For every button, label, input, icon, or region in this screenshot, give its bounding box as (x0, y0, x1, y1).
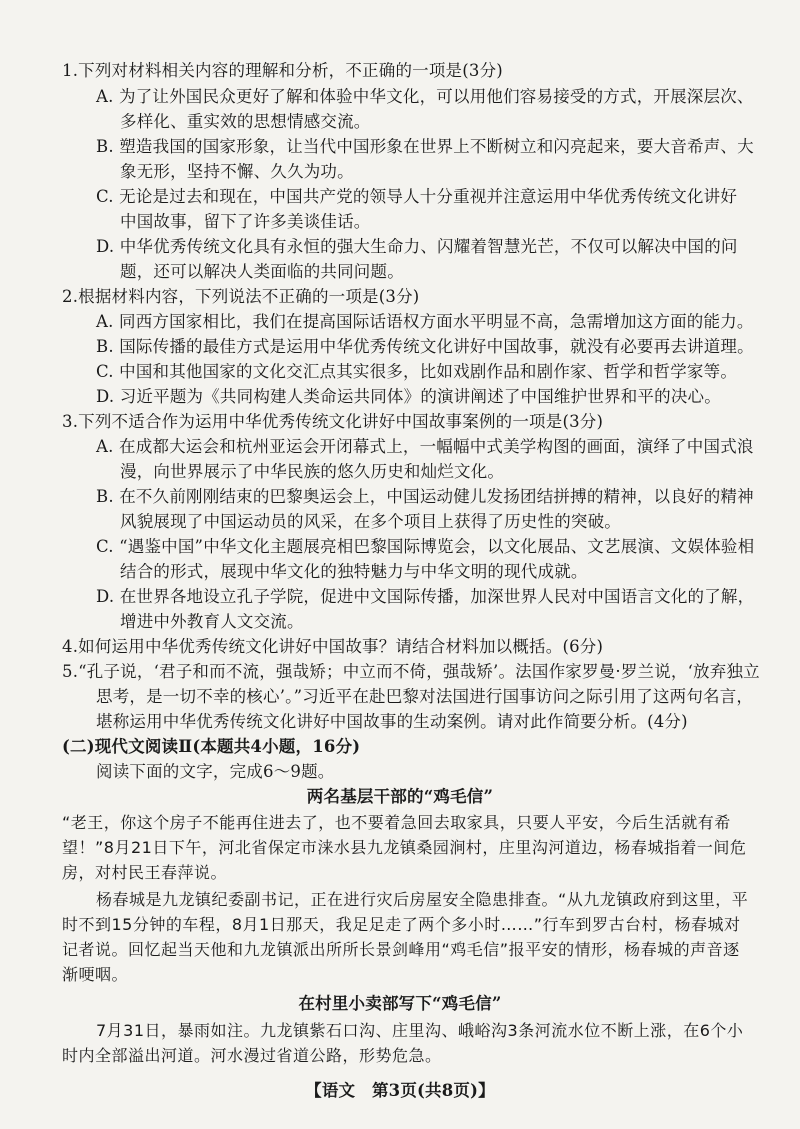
article-p2-line1: 杨春城是九龙镇纪委副书记，正在进行灾后房屋安全隐患排查。“从九龙镇政府到这里，平 (96, 890, 749, 909)
q1-option-b-line2: 象无形，坚持不懈、久久为功。 (120, 162, 354, 181)
article-title-2: 在村里小卖部写下“鸡毛信” (298, 994, 502, 1013)
article-p1-line2: 望！”8月21日下午，河北省保定市涞水县九龙镇桑园涧村，庄里沟河道边，杨春城指着一间危 (62, 838, 747, 857)
q2-option-c: C. 中国和其他国家的文化交汇点其实很多，比如戏剧作品和剧作家、哲学和哲学家等。 (96, 362, 738, 381)
section-heading: (二)现代文阅读Ⅱ(本题共4小题，16分) (62, 737, 361, 756)
q5-line3: 堪称运用中华优秀传统文化讲好中国故事的生动案例。请对此作简要分析。(4分) (96, 712, 688, 731)
q3-option-b-line1: B. 在不久前刚刚结束的巴黎奥运会上，中国运动健儿发扬团结拼搏的精神，以良好的精神 (96, 487, 754, 506)
article-p2-line2: 时不到15分钟的车程，8月1日那天，我足足走了两个多小时……”行车到罗古台村，杨春城对 (62, 915, 741, 934)
q3-option-a-line2: 漫，向世界展示了中华民族的悠久历史和灿烂文化。 (120, 462, 505, 481)
article-p1-line3: 房，对村民王春萍说。 (62, 863, 228, 882)
page-footer: 【语文 第3页(共8页)】 (305, 1081, 495, 1100)
q1-option-d-line2: 题，还可以解决人类面临的共同问题。 (120, 262, 404, 281)
article-p1-line1: “老王，你这个房子不能再住进去了，也不要着急回去取家具，只要人平安，今后生活就有希 (62, 813, 731, 832)
article-title-1: 两名基层干部的“鸡毛信” (306, 787, 494, 806)
q2-option-b: B. 国际传播的最佳方式是运用中华优秀传统文化讲好中国故事，就没有必要再去讲道理。 (96, 337, 754, 356)
q3-option-d-line1: D. 在世界各地设立孔子学院，促进中文国际传播，加深世界人民对中国语言文化的了解， (96, 587, 755, 606)
q3-stem: 3.下列不适合作为运用中华优秀传统文化讲好中国故事案例的一项是(3分) (62, 412, 604, 431)
q3-option-c-line1: C. “遇鉴中国”中华文化主题展亮相巴黎国际博览会，以文化展品、文艺展演、文娱体验相 (96, 537, 755, 556)
article-p2-line3: 记者说。回忆起当天他和九龙镇派出所所长景剑峰用“鸡毛信”报平安的情形，杨春城的声音逐 (62, 940, 740, 959)
q3-option-a-line1: A. 在成都大运会和杭州亚运会开闭幕式上，一幅幅中式美学构图的画面，演绎了中国式浪 (96, 437, 754, 456)
q1-option-a-line1: A. 为了让外国民众更好了解和体验中华文化，可以用他们容易接受的方式，开展深层次、 (96, 87, 754, 106)
q1-option-c-line1: C. 无论是过去和现在，中国共产党的领导人十分重视并注意运用中华优秀传统文化讲好 (96, 187, 738, 206)
q3-option-b-line2: 风貌展现了中国运动员的风采，在多个项目上获得了历史性的突破。 (120, 512, 621, 531)
q3-option-d-line2: 增进中外教育人文交流。 (120, 612, 304, 631)
q1-stem: 1.下列对材料相关内容的理解和分析，不正确的一项是(3分) (62, 61, 503, 80)
q2-option-a: A. 同西方国家相比，我们在提高国际话语权方面水平明显不高，急需增加这方面的能力。 (96, 312, 754, 331)
article-p3-line1: 7月31日，暴雨如注。九龙镇紫石口沟、庄里沟、峨峪沟3条河流水位不断上涨，在6个小 (96, 1021, 744, 1040)
q2-option-d: D. 习近平题为《共同构建人类命运共同体》的演讲阐述了中国维护世界和平的决心。 (96, 387, 721, 406)
q4-stem: 4.如何运用中华优秀传统文化讲好中国故事？请结合材料加以概括。(6分) (62, 637, 604, 656)
q5-line2: 思考，是一切不幸的核心’。”习近平在赴巴黎对法国进行国事访问之际引用了这两句名言， (96, 687, 754, 706)
article-p2-line4: 渐哽咽。 (62, 965, 129, 984)
section-intro: 阅读下面的文字，完成6～9题。 (96, 762, 335, 781)
q3-option-c-line2: 结合的形式，展现中华文化的独特魅力与中华文明的现代成就。 (120, 562, 588, 581)
q1-option-b-line1: B. 塑造我国的国家形象，让当代中国形象在世界上不断树立和闪亮起来，要大音希声、大 (96, 137, 754, 156)
q5-line1: 5.“孔子说，‘君子和而不流，强哉矫；中立而不倚，强哉矫’。法国作家罗曼·罗兰说，‘放弃独立 (62, 662, 760, 681)
article-p3-line2: 时内全部溢出河道。河水漫过省道公路，形势危急。 (62, 1046, 442, 1065)
q1-option-c-line2: 中国故事，留下了许多美谈佳话。 (120, 212, 371, 231)
q1-option-a-line2: 多样化、重实效的思想情感交流。 (120, 112, 371, 131)
q1-option-d-line1: D. 中华优秀传统文化具有永恒的强大生命力、闪耀着智慧光芒，不仅可以解决中国的问 (96, 237, 738, 256)
q2-stem: 2.根据材料内容，下列说法不正确的一项是(3分) (62, 287, 420, 306)
